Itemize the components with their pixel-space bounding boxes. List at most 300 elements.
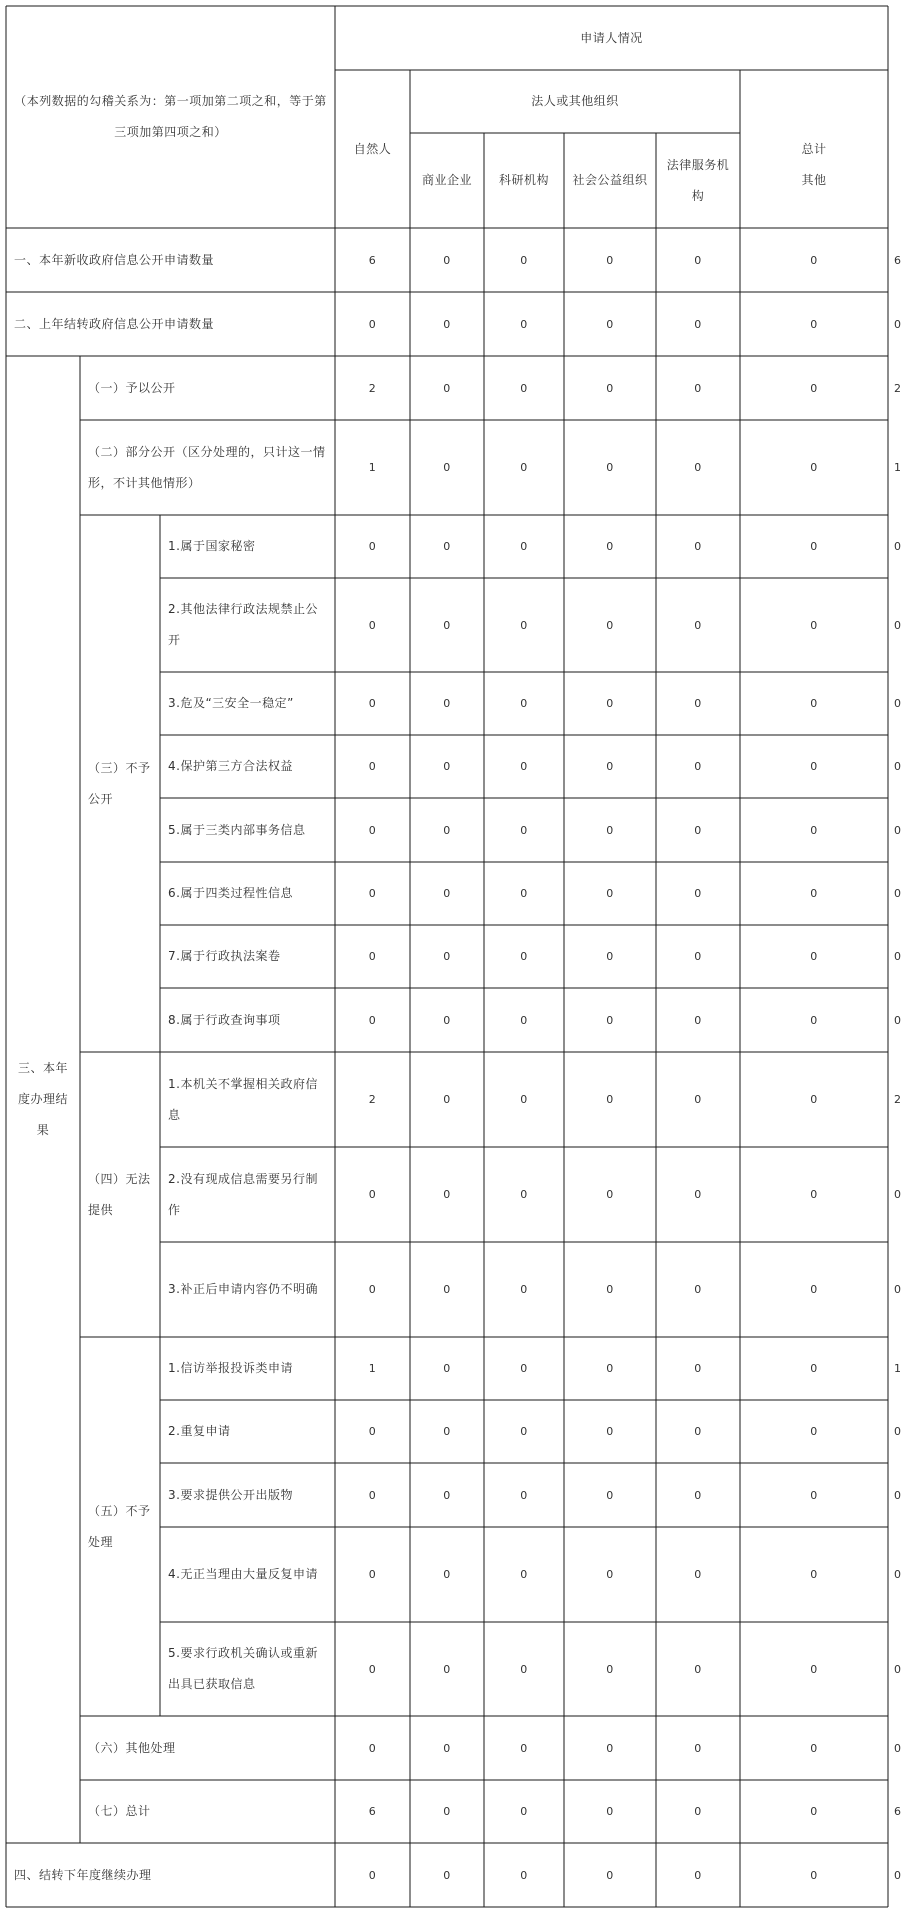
value-cell	[484, 1052, 564, 1147]
value-cell-text: 1	[368, 1362, 377, 1375]
sub-item-label	[160, 1400, 335, 1463]
value-cell-text: 0	[810, 1662, 818, 1676]
value-cell	[888, 672, 908, 735]
value-cell-text: 0	[606, 540, 614, 553]
value-cell	[484, 1716, 564, 1780]
value-cell-text: 0	[443, 950, 451, 963]
value-cell-text: 0	[606, 381, 614, 395]
sub-item-label	[160, 988, 335, 1052]
header-org-type-text: 社会公益组织	[572, 173, 648, 187]
sub-item-label-text: 2.重复申请	[168, 1424, 231, 1438]
value-cell-text: 0	[520, 1425, 528, 1438]
value-cell	[335, 1052, 410, 1147]
value-cell	[888, 1527, 908, 1622]
value-cell-text: 0	[606, 1425, 614, 1438]
value-cell-text: 0	[810, 1013, 818, 1027]
value-cell	[410, 798, 484, 862]
value-cell-text: 0	[894, 540, 902, 553]
group-label-not-handle-text: （五）不予处理	[88, 1503, 151, 1549]
value-cell	[656, 356, 740, 420]
value-cell	[410, 1147, 484, 1242]
row-label-grant	[80, 356, 335, 420]
value-cell	[740, 798, 888, 862]
value-cell	[888, 420, 908, 515]
sub-item-label-text: 4.保护第三方合法权益	[168, 759, 293, 773]
value-cell	[484, 1147, 564, 1242]
value-cell-text: 0	[368, 1283, 377, 1296]
value-cell-text: 0	[443, 317, 451, 331]
value-cell-text: 0	[606, 1013, 614, 1027]
value-cell-text: 2	[894, 381, 902, 395]
value-cell-text: 1	[894, 1362, 902, 1375]
value-cell	[656, 578, 740, 672]
group-label-unable-text: （四）无法提供	[88, 1171, 151, 1217]
value-cell	[564, 292, 656, 356]
value-cell	[564, 1843, 656, 1907]
value-cell	[335, 292, 410, 356]
value-cell-text: 0	[810, 1805, 818, 1818]
value-cell-text: 0	[443, 1805, 451, 1818]
sub-item-label	[160, 862, 335, 925]
value-cell	[656, 1400, 740, 1463]
value-cell	[740, 578, 888, 672]
value-cell	[656, 1716, 740, 1780]
value-cell-text: 0	[810, 1093, 818, 1106]
value-cell	[335, 1400, 410, 1463]
value-cell	[740, 1147, 888, 1242]
value-cell-text: 0	[694, 1741, 702, 1755]
header-org-type	[484, 133, 564, 228]
value-cell-text: 0	[694, 1805, 702, 1818]
header-note	[6, 6, 335, 228]
value-cell	[888, 1716, 908, 1780]
value-cell-text: 0	[368, 317, 377, 331]
value-cell-text: 0	[520, 1362, 528, 1375]
value-cell	[564, 1622, 656, 1716]
value-cell	[564, 988, 656, 1052]
value-cell	[335, 1463, 410, 1527]
value-cell-text: 0	[694, 540, 702, 553]
value-cell-text: 0	[443, 760, 451, 773]
value-cell-text: 0	[520, 1568, 528, 1581]
sub-item-label	[160, 925, 335, 988]
sub-item-label-text: 5.属于三类内部事务信息	[168, 822, 306, 837]
value-cell	[888, 988, 908, 1052]
value-cell	[410, 862, 484, 925]
value-cell-text: 0	[520, 540, 528, 553]
value-cell	[656, 1622, 740, 1716]
header-note-text: （本列数据的勾稽关系为：第一项加第二项之和，等于第三项加第四项之和）	[14, 94, 327, 139]
value-cell-text: 0	[810, 760, 818, 773]
value-cell-text: 0	[694, 823, 702, 837]
value-cell-text: 0	[368, 760, 377, 773]
value-cell	[564, 672, 656, 735]
value-cell	[564, 1780, 656, 1843]
value-cell-text: 0	[810, 1362, 818, 1375]
value-cell-text: 0	[368, 1662, 377, 1676]
value-cell-text: 0	[520, 887, 528, 900]
value-cell	[410, 578, 484, 672]
sub-item-label-text: 5.要求行政机关确认或重新出具已获取信息	[168, 1646, 318, 1691]
value-cell	[335, 672, 410, 735]
sub-item-label	[160, 1622, 335, 1716]
sub-item-label-text: 3.要求提供公开出版物	[168, 1487, 293, 1502]
value-cell	[410, 1716, 484, 1780]
value-cell	[656, 228, 740, 292]
value-cell-text: 0	[443, 887, 451, 900]
value-cell-text: 1	[368, 461, 377, 474]
value-cell	[888, 735, 908, 798]
value-cell-text: 0	[443, 1362, 451, 1375]
value-cell-text: 0	[894, 823, 902, 837]
value-cell-text: 0	[694, 618, 702, 632]
value-cell-text: 0	[810, 1741, 818, 1755]
value-cell	[410, 228, 484, 292]
value-cell-text: 2	[894, 1093, 902, 1106]
value-cell-text: 0	[606, 1362, 614, 1375]
value-cell-text: 0	[368, 1013, 377, 1027]
value-cell-text: 0	[694, 1868, 702, 1882]
value-cell-text: 0	[894, 317, 902, 331]
value-cell-text: 0	[368, 1868, 377, 1882]
value-cell	[410, 420, 484, 515]
value-cell-text: 6	[368, 253, 377, 267]
value-cell	[335, 1622, 410, 1716]
value-cell-text: 0	[894, 618, 902, 632]
value-cell-text: 0	[368, 887, 377, 900]
value-cell-text: 0	[606, 760, 614, 773]
value-cell	[410, 1400, 484, 1463]
value-cell-text: 0	[606, 1188, 614, 1201]
value-cell	[484, 1337, 564, 1400]
sub-item-label	[160, 515, 335, 578]
value-cell-text: 0	[894, 1568, 902, 1581]
header-legal-other	[410, 70, 740, 133]
row-label-other-handle-text: （六）其他处理	[88, 1740, 176, 1755]
value-cell	[484, 798, 564, 862]
value-cell-text: 0	[694, 317, 702, 331]
value-cell	[410, 988, 484, 1052]
sub-item-label	[160, 578, 335, 672]
row-label-partial-text: （二）部分公开（区分处理的，只计这一情形，不计其他情形）	[88, 444, 326, 490]
section-label-results	[6, 356, 80, 1843]
value-cell-text: 0	[694, 887, 702, 900]
row-label-sub-total-text: （七）总计	[88, 1804, 151, 1818]
row-label-partial	[80, 420, 335, 515]
value-cell-text: 0	[694, 1568, 702, 1581]
value-cell	[484, 988, 564, 1052]
value-cell-text: 0	[443, 1013, 451, 1027]
value-cell	[656, 798, 740, 862]
value-cell	[410, 515, 484, 578]
value-cell	[410, 292, 484, 356]
header-org-type-text: 商业企业	[421, 173, 472, 187]
value-cell-text: 0	[368, 697, 377, 710]
value-cell	[484, 578, 564, 672]
value-cell-text: 0	[520, 1188, 528, 1201]
value-cell	[564, 1716, 656, 1780]
header-org-type-text: 科研机构	[498, 173, 549, 187]
value-cell-text: 6	[894, 253, 902, 267]
value-cell	[656, 862, 740, 925]
value-cell	[656, 1843, 740, 1907]
value-cell-text: 0	[694, 1662, 702, 1676]
value-cell-text: 0	[810, 1568, 818, 1581]
value-cell-text: 0	[443, 461, 451, 474]
value-cell-text: 1	[894, 461, 902, 474]
value-cell-text: 0	[894, 950, 902, 963]
value-cell-text: 0	[810, 461, 818, 474]
value-cell-text: 0	[443, 1188, 451, 1201]
value-cell	[335, 420, 410, 515]
value-cell	[484, 1527, 564, 1622]
value-cell	[410, 672, 484, 735]
value-cell-text: 2	[368, 381, 377, 395]
value-cell-text: 0	[368, 950, 377, 963]
header-org-type	[410, 133, 484, 228]
value-cell	[888, 1400, 908, 1463]
group-label-unable	[80, 1052, 160, 1337]
value-cell	[410, 1622, 484, 1716]
value-cell-text: 0	[810, 540, 818, 553]
sub-item-label-text: 3.危及“三安全一稳定”	[168, 696, 294, 710]
value-cell-text: 0	[606, 461, 614, 474]
sub-item-label	[160, 798, 335, 862]
value-cell-text: 0	[606, 253, 614, 267]
value-cell-text: 0	[606, 823, 614, 837]
value-cell	[888, 292, 908, 356]
value-cell-text: 0	[810, 697, 818, 710]
sub-item-label-text: 1.属于国家秘密	[168, 539, 256, 553]
value-cell-text: 0	[810, 381, 818, 395]
value-cell-text: 0	[520, 1093, 528, 1106]
sub-item-label-text: 8.属于行政查询事项	[168, 1012, 281, 1027]
value-cell	[740, 1622, 888, 1716]
value-cell-text: 0	[520, 1805, 528, 1818]
value-cell-text: 0	[520, 253, 528, 267]
value-cell	[564, 735, 656, 798]
value-cell-text: 0	[894, 1868, 902, 1882]
value-cell-text: 0	[520, 950, 528, 963]
value-cell	[656, 1147, 740, 1242]
value-cell	[740, 988, 888, 1052]
header-applicant-text: 申请人情况	[580, 30, 643, 45]
value-cell	[335, 1843, 410, 1907]
value-cell-text: 0	[694, 1188, 702, 1201]
value-cell	[335, 1527, 410, 1622]
value-cell	[564, 1463, 656, 1527]
value-cell-text: 0	[368, 540, 377, 553]
row-label-new-requests	[6, 228, 335, 292]
row-label-carry-next	[6, 1843, 335, 1907]
value-cell-text: 0	[443, 1868, 451, 1882]
value-cell-text: 0	[694, 697, 702, 710]
value-cell-text: 0	[368, 1188, 377, 1201]
value-cell	[656, 1242, 740, 1337]
value-cell-text: 0	[606, 1662, 614, 1676]
value-cell	[888, 356, 908, 420]
row-label-carry-next-text: 四、结转下年度继续办理	[14, 1867, 152, 1882]
value-cell-text: 0	[810, 317, 818, 331]
value-cell	[484, 1463, 564, 1527]
value-cell	[564, 1400, 656, 1463]
value-cell	[484, 1780, 564, 1843]
row-label-sub-total	[80, 1780, 335, 1843]
header-org-type-text: 法律服务机构	[666, 157, 730, 203]
sub-item-label	[160, 1527, 335, 1622]
value-cell	[410, 356, 484, 420]
value-cell	[484, 1622, 564, 1716]
value-cell	[564, 228, 656, 292]
value-cell-text: 0	[520, 1868, 528, 1882]
value-cell-text: 0	[606, 950, 614, 963]
value-cell	[410, 1527, 484, 1622]
header-org-type	[656, 133, 740, 228]
header-org-type-text: 其他	[801, 173, 827, 187]
sub-item-label-text: 4.无正当理由大量反复申请	[168, 1567, 318, 1581]
value-cell-text: 0	[894, 1425, 902, 1438]
sub-item-label-text: 1.本机关不掌握相关政府信息	[168, 1076, 318, 1122]
value-cell-text: 0	[694, 381, 702, 395]
header-applicant	[335, 6, 888, 70]
value-cell-text: 0	[606, 317, 614, 331]
value-cell-text: 0	[894, 760, 902, 773]
sub-item-label	[160, 735, 335, 798]
value-cell	[888, 1843, 908, 1907]
row-label-other-handle	[80, 1716, 335, 1780]
value-cell	[335, 798, 410, 862]
value-cell	[564, 1052, 656, 1147]
value-cell-text: 0	[606, 1741, 614, 1755]
sub-item-label-text: 2.其他法律行政法规禁止公开	[168, 602, 318, 647]
value-cell-text: 0	[810, 1425, 818, 1438]
value-cell	[335, 1337, 410, 1400]
value-cell-text: 0	[894, 697, 902, 710]
value-cell	[740, 292, 888, 356]
value-cell-text: 0	[368, 823, 377, 837]
row-label-carried-requests-text: 二、上年结转政府信息公开申请数量	[14, 316, 215, 331]
value-cell-text: 0	[520, 1013, 528, 1027]
value-cell	[656, 1052, 740, 1147]
value-cell	[564, 1527, 656, 1622]
header-natural-person-text: 自然人	[353, 141, 392, 156]
value-cell	[564, 798, 656, 862]
value-cell-text: 0	[894, 1283, 902, 1296]
value-cell	[888, 1147, 908, 1242]
header-org-type	[564, 133, 656, 228]
value-cell	[888, 578, 908, 672]
value-cell	[484, 356, 564, 420]
value-cell-text: 0	[443, 697, 451, 710]
value-cell	[656, 1780, 740, 1843]
value-cell-text: 0	[810, 253, 818, 267]
value-cell-text: 0	[694, 760, 702, 773]
value-cell	[410, 1337, 484, 1400]
value-cell-text: 0	[443, 1283, 451, 1296]
value-cell-text: 0	[443, 1093, 451, 1106]
value-cell-text: 0	[520, 1662, 528, 1676]
value-cell-text: 0	[810, 1283, 818, 1296]
value-cell-text: 0	[894, 1188, 902, 1201]
value-cell	[564, 862, 656, 925]
value-cell-text: 0	[368, 1488, 377, 1502]
value-cell	[410, 925, 484, 988]
value-cell	[410, 1052, 484, 1147]
value-cell	[656, 988, 740, 1052]
value-cell	[484, 925, 564, 988]
value-cell	[656, 925, 740, 988]
value-cell	[564, 578, 656, 672]
sub-item-label-text: 3.补正后申请内容仍不明确	[168, 1282, 318, 1296]
sub-item-label	[160, 1147, 335, 1242]
value-cell-text: 0	[443, 618, 451, 632]
value-cell	[484, 1843, 564, 1907]
value-cell	[410, 1780, 484, 1843]
value-cell-text: 0	[606, 618, 614, 632]
value-cell-text: 0	[810, 618, 818, 632]
value-cell	[335, 862, 410, 925]
value-cell	[410, 1843, 484, 1907]
value-cell	[888, 862, 908, 925]
value-cell	[564, 515, 656, 578]
value-cell-text: 0	[443, 253, 451, 267]
value-cell-text: 0	[894, 1662, 902, 1676]
value-cell	[564, 356, 656, 420]
value-cell	[888, 798, 908, 862]
value-cell-text: 0	[694, 1425, 702, 1438]
value-cell-text: 0	[810, 950, 818, 963]
value-cell	[656, 292, 740, 356]
value-cell-text: 0	[443, 823, 451, 837]
value-cell-text: 0	[368, 1741, 377, 1755]
group-label-deny-text: （三）不予公开	[88, 760, 151, 806]
value-cell-text: 0	[894, 1488, 902, 1502]
header-total-text: 总计	[801, 141, 827, 156]
value-cell-text: 0	[694, 1488, 702, 1502]
value-cell-text: 0	[443, 540, 451, 553]
value-cell-text: 0	[810, 1868, 818, 1882]
value-cell-text: 0	[520, 697, 528, 710]
value-cell	[335, 515, 410, 578]
value-cell	[484, 1242, 564, 1337]
value-cell-text: 0	[520, 461, 528, 474]
group-label-deny	[80, 515, 160, 1052]
value-cell	[888, 1463, 908, 1527]
value-cell	[335, 988, 410, 1052]
row-label-grant-text: （一）予以公开	[88, 380, 176, 395]
value-cell	[888, 228, 908, 292]
value-cell-text: 0	[606, 1093, 614, 1106]
value-cell	[740, 1400, 888, 1463]
value-cell-text: 0	[520, 317, 528, 331]
value-cell	[335, 578, 410, 672]
value-cell-text: 0	[520, 1283, 528, 1296]
value-cell	[740, 228, 888, 292]
value-cell	[335, 228, 410, 292]
value-cell-text: 0	[520, 618, 528, 632]
sub-item-label	[160, 1463, 335, 1527]
value-cell	[484, 862, 564, 925]
value-cell-text: 0	[443, 1425, 451, 1438]
value-cell-text: 0	[606, 697, 614, 710]
value-cell	[484, 420, 564, 515]
value-cell	[484, 672, 564, 735]
value-cell-text: 0	[606, 1868, 614, 1882]
value-cell	[888, 1337, 908, 1400]
value-cell	[410, 1463, 484, 1527]
value-cell	[564, 420, 656, 515]
value-cell	[740, 420, 888, 515]
